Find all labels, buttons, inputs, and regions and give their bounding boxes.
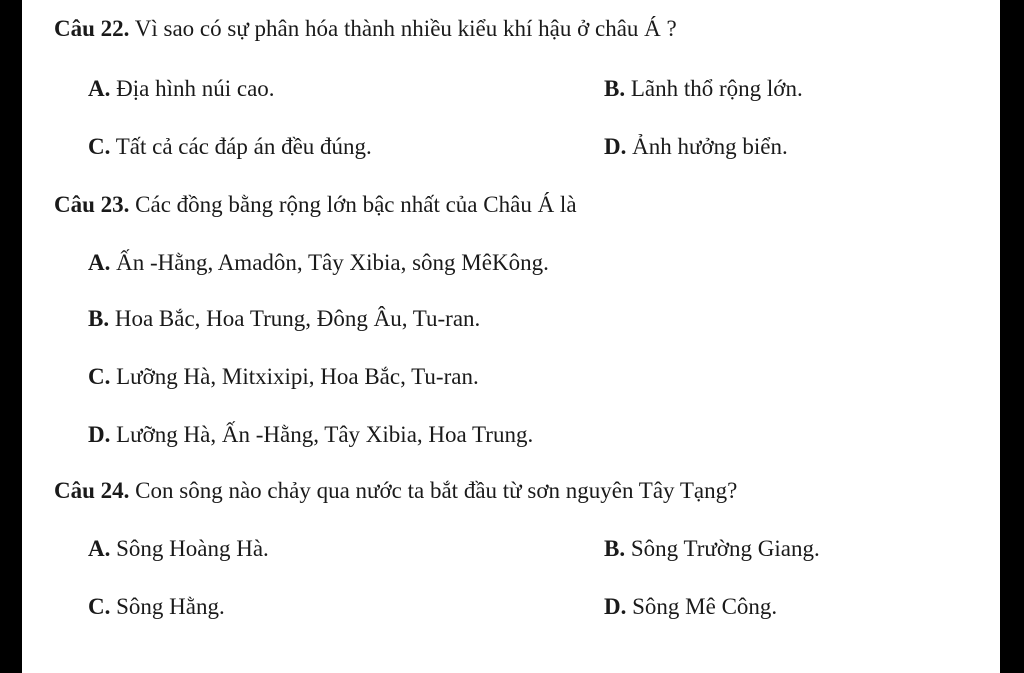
document-page <box>22 0 1000 673</box>
question-23-option-b <box>88 304 480 334</box>
option-label: A. <box>88 250 111 275</box>
question-23-option-c <box>88 362 479 392</box>
question-23-text: Các đồng bằng rộng lớn bậc nhất của Châu Á là <box>135 192 577 217</box>
option-text: Ấn -Hằng, Amadôn, Tây Xibia, sông MêKông. <box>116 250 549 275</box>
question-23-label: Câu 23. <box>54 192 130 217</box>
option-label: D. <box>88 422 111 447</box>
question-23-option-a <box>88 248 549 278</box>
question-22-option-a <box>88 74 275 104</box>
question-24-text: Con sông nào chảy qua nước ta bắt đầu từ sơn nguyên Tây Tạng? <box>135 478 738 503</box>
option-label: D. <box>604 594 627 619</box>
option-label: A. <box>88 76 111 101</box>
option-text: Sông Hoàng Hà. <box>116 536 269 561</box>
question-24-option-d <box>604 592 777 622</box>
question-24-option-a <box>88 534 269 564</box>
question-24-option-c <box>88 592 225 622</box>
question-22-option-b <box>604 74 803 104</box>
option-label: B. <box>604 76 626 101</box>
option-text: Lưỡng Hà, Mitxixipi, Hoa Bắc, Tu-ran. <box>116 364 479 389</box>
option-text: Lưỡng Hà, Ấn -Hằng, Tây Xibia, Hoa Trung. <box>116 422 534 447</box>
option-label: C. <box>88 364 111 389</box>
question-22-text: Vì sao có sự phân hóa thành nhiều kiểu khí hậu ở châu Á ? <box>134 16 677 41</box>
option-label: B. <box>88 306 110 331</box>
question-22-label: Câu 22. <box>54 16 130 41</box>
option-text: Ảnh hưởng biển. <box>632 134 788 159</box>
question-24-label: Câu 24. <box>54 478 130 503</box>
question-22-option-c <box>88 132 372 162</box>
option-text: Hoa Bắc, Hoa Trung, Đông Âu, Tu-ran. <box>114 306 481 331</box>
question-23 <box>54 190 577 220</box>
question-22-option-d <box>604 132 788 162</box>
question-24 <box>54 476 737 506</box>
option-text: Địa hình núi cao. <box>116 76 275 101</box>
option-text: Sông Hằng. <box>116 594 225 619</box>
option-label: C. <box>88 134 111 159</box>
option-label: C. <box>88 594 111 619</box>
option-text: Lãnh thổ rộng lớn. <box>630 76 803 101</box>
option-text: Sông Trường Giang. <box>630 536 820 561</box>
option-label: B. <box>604 536 626 561</box>
option-label: D. <box>604 134 627 159</box>
question-24-option-b <box>604 534 820 564</box>
option-text: Sông Mê Công. <box>632 594 778 619</box>
option-text: Tất cả các đáp án đều đúng. <box>115 134 372 159</box>
option-label: A. <box>88 536 111 561</box>
question-23-option-d <box>88 420 533 450</box>
question-22 <box>54 14 677 44</box>
